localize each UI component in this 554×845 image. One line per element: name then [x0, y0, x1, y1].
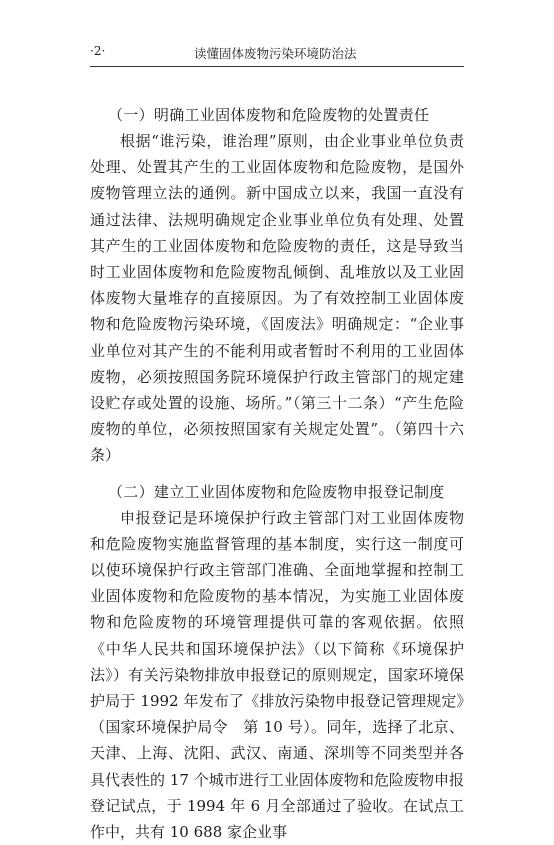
- page-header: [90, 40, 464, 67]
- section-heading-2: （二）建立工业固体废物和危险废物申报登记制度: [108, 482, 445, 501]
- running-title: 读懂固体废物污染环境防治法: [194, 46, 357, 61]
- section-paragraph-2: 申报登记是环境保护行政主管部门对工业固体废物和危险废物实施监督管理的基本制度，实行这一制度可以使环境保护行政主管部门准确、全面地掌握和控制工业固体废物和危险废物的基本情况，为实施工业固体废物和危险废物的环境管理提供可靠的客观依据。依照《中华人民共和国环境保护法》（以下简称《环境保护法》）有关污染物排放申报登记的原则规定，国家环境保护局于 1992 年发布了《排放污染物申报登记管理规定》（国家环境保护局令 第 10 号）。同年，选择了北京、天津、上海、沈阳、武汉、南通、深圳等不同类型并各具代表性的 17 个城市进行工业固体废物和危险废物申报登记试点，于 1994 年 6 月全部通过了验收。在试点工作中，共有 10 688 家企业事: [90, 508, 464, 842]
- section-paragraph-1: 根据“谁污染，谁治理”原则，由企业事业单位负责处理、处置其产生的工业固体废物和危险废物，是国外废物管理立法的通例。新中国成立以来，我国一直没有通过法律、法规明确规定企业事业单位负有处理、处置其产生的工业固体废物和危险废物的责任，这是导致当时工业固体废物和危险废物乱倾倒、乱堆放以及工业固体废物大量堆存的直接原因。为了有效控制工业固体废物和危险废物污染环境，《固废法》明确规定：“企业事业单位对其产生的不能利用或者暂时不利用的工业固体废物，必须按照国务院环境保护行政主管部门的规定建设贮存或处置的设施、场所。”（第三十二条）“产生危险废物的单位，必须按照国家有关规定处置”。（第四十六条）: [90, 132, 464, 465]
- page-body: [90, 102, 464, 845]
- page-number: ·2·: [90, 44, 106, 58]
- section-heading-1: （一）明确工业固体废物和危险废物的处置责任: [108, 106, 430, 124]
